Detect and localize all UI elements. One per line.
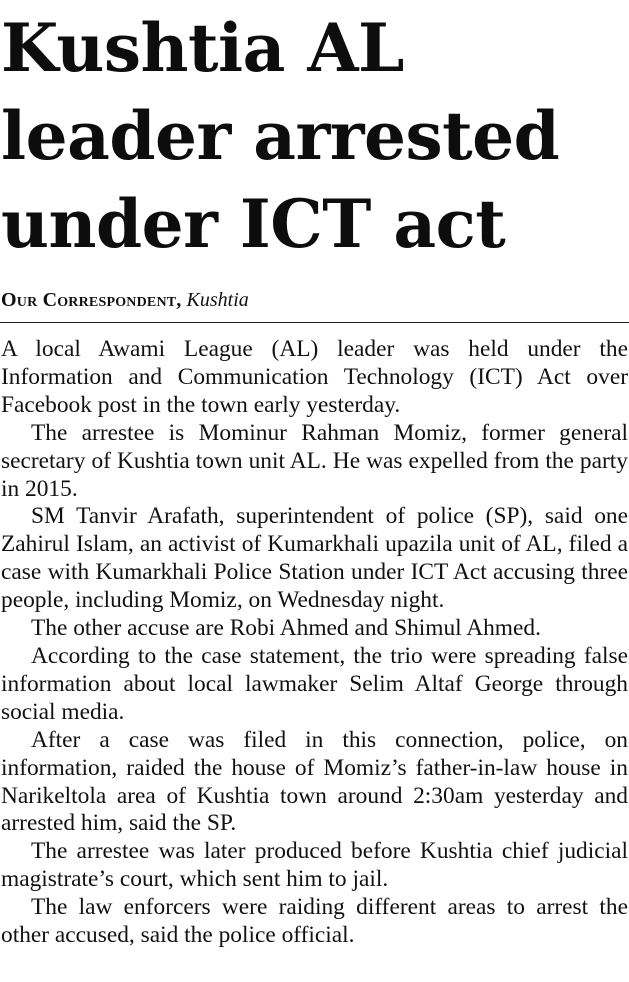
divider-rule (0, 322, 629, 323)
paragraph: The arrestee was later produced before Kushtia chief judicial magistrate’s court, which sent him to jail. (1, 838, 628, 893)
paragraph: According to the case statement, the trio were spreading false information about local lawmaker Selim Altaf George through social media. (1, 642, 628, 725)
article-body (1, 336, 628, 950)
paragraph: The arrestee is Mominur Rahman Momiz, former general secretary of Kushtia town unit AL. He was expelled from the party in 2015. (1, 419, 628, 502)
paragraph: The other accuse are Robi Ahmed and Shimul Ahmed. (31, 615, 541, 642)
paragraph: The law enforcers were raiding different areas to arrest the other accused, said the police official. (1, 894, 628, 949)
paragraph: After a case was filed in this connection, police, on information, raided the house of Momiz’s father-in-law house in Narikeltola area of Kushtia town around 2:30am yesterday and arrested him, said the SP. (1, 726, 628, 837)
paragraph: SM Tanvir Arafath, superintendent of police (SP), said one Zahirul Islam, an activist of Kumarkhali upazila unit of AL, filed a case with Kumarkhali Police Station under ICT Act accusing three people, including Momiz, on Wednesday night. (1, 503, 628, 614)
paragraph: A local Awami League (AL) leader was held under the Information and Communication Technology (ICT) Act over Facebook post in the town early yesterday. (1, 336, 628, 418)
headline: Kushtia AL leader arrested under ICT act (1, 9, 560, 263)
byline-location: Kushtia (186, 289, 249, 311)
byline (1, 288, 249, 312)
byline-author: Our Correspondent, (1, 289, 182, 311)
